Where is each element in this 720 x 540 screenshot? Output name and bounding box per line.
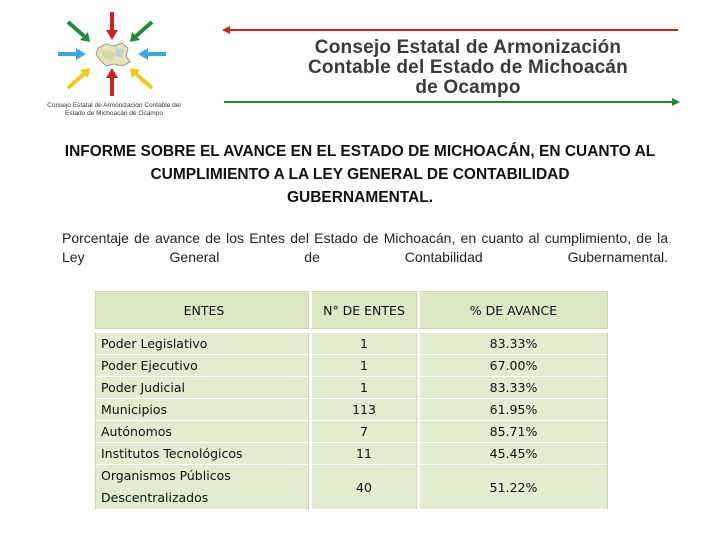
row-avance: 83.33% [417,333,608,355]
row-ente: Autónomos [95,421,309,443]
row-count: 1 [309,333,417,355]
table-row [95,355,608,377]
row-avance: 83.33% [417,377,608,399]
report-title [30,140,690,209]
row-avance: 51.22% [417,465,608,510]
row-count: 11 [309,443,417,465]
row-count: 113 [309,399,417,421]
table-row [95,465,608,510]
title-line-2: CUMPLIMIENTO A LA LEY GENERAL DE CONTABILIDAD [150,166,570,183]
logo-caption: Consejo Estatal de Armonización Contable del Estado de Michoacán de Ocampo [47,102,181,117]
table-row [95,399,608,421]
title-line-1: INFORME SOBRE EL AVANCE EN EL ESTADO DE MICHOACÁN, EN CUANTO AL [64,143,656,160]
row-count: 40 [309,465,417,510]
org-name-line-2: Contable del Estado de Michoacán [308,57,628,78]
title-line-3: GUBERNAMENTAL. [286,189,434,206]
progress-table [95,291,608,510]
intro-paragraph: Porcentaje de avance de los Entes del Estado de Michoacán, en cuanto al cumplimiento, de la Ley General de Contabilidad Gubernamental. [62,230,668,265]
row-ente: Institutos Tecnológicos [95,443,309,465]
row-ente: Poder Legislativo [95,333,309,355]
row-avance: 45.45% [417,443,608,465]
table-header-row [95,291,608,329]
row-ente-line-2: Descentralizados [101,490,209,505]
table-row [95,377,608,399]
header-count: N° DE ENTES [309,291,417,329]
row-count: 7 [309,421,417,443]
compass-arrows-icon [44,8,184,104]
org-name-line-1: Consejo Estatal de Armonización [314,37,622,58]
table-row [95,443,608,465]
row-avance: 61.95% [417,399,608,421]
table-row [95,421,608,443]
row-avance: 85.71% [417,421,608,443]
org-name-line-3: de Ocampo [415,77,521,98]
table-row [95,333,608,355]
row-count: 1 [309,355,417,377]
header-avance: % DE AVANCE [417,291,608,329]
row-count: 1 [309,377,417,399]
council-logo [44,8,184,124]
organization-name [268,38,668,98]
row-ente-line-1: Organismos Públicos [101,468,231,483]
row-avance: 67.00% [417,355,608,377]
header-entes: ENTES [95,291,309,329]
row-ente: Poder Ejecutivo [95,355,309,377]
row-ente: Municipios [95,399,309,421]
row-ente: Poder Judicial [95,377,309,399]
row-ente [95,465,309,510]
